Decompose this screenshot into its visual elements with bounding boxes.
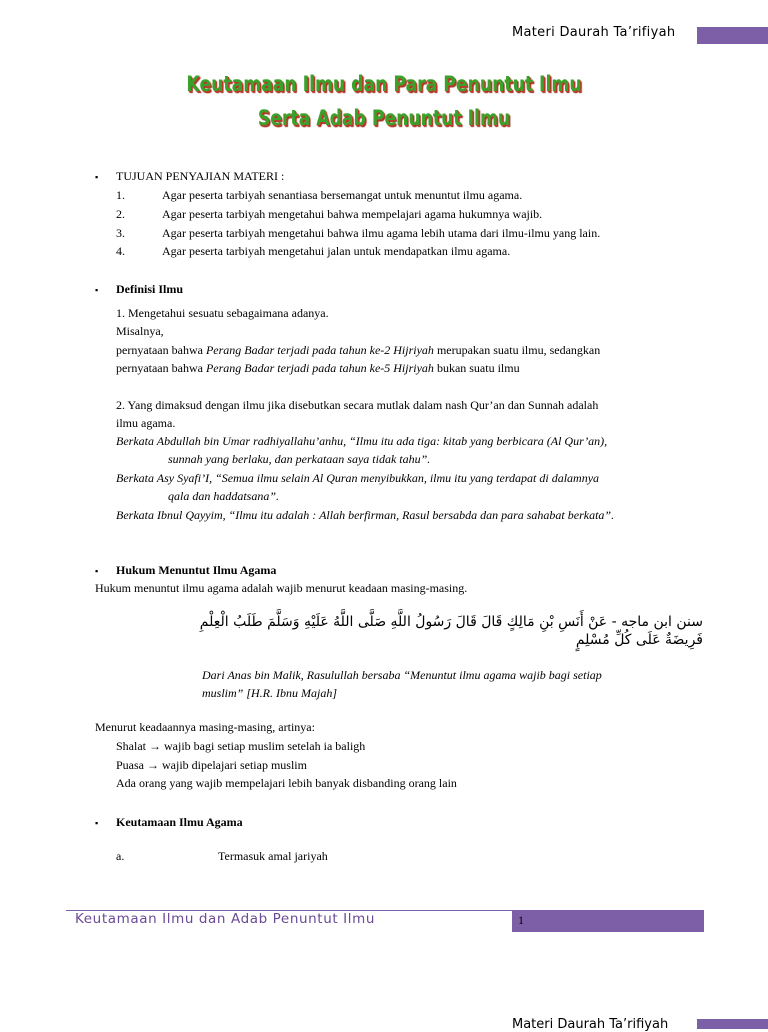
paragraph: 2. Yang dimaksud dengan ilmu jika disebutkan secara mutlak dalam nash Qur’an dan Sunnah adalah (116, 398, 599, 412)
text-run: Puasa (116, 758, 147, 772)
text-run: pernyataan bahwa (116, 343, 206, 357)
text-run: merupakan suatu ilmu, sedangkan (433, 343, 601, 357)
quote: qala dan haddatsana”. (168, 489, 280, 503)
list-item: Termasuk amal jariyah (218, 849, 328, 863)
section-heading-tujuan: TUJUAN PENYAJIAN MATERI : (116, 169, 285, 183)
list-item: Ada orang yang wajib mempelajari lebih banyak disbanding orang lain (116, 776, 457, 790)
text-run: Shalat (116, 739, 149, 753)
list-item (116, 737, 365, 755)
paragraph: Hukum menuntut ilmu agama adalah wajib menurut keadaan masing-masing. (95, 581, 468, 595)
quote: Berkata Abdullah bin Umar radhiyallahu’anhu, “Ilmu itu ada tiga: kitab yang berbicara (Al Qur’an), (116, 434, 608, 448)
paragraph: ilmu agama. (116, 416, 176, 430)
text-run: wajib bagi setiap muslim setelah ia baligh (161, 739, 366, 753)
next-page-header-text: Materi Daurah Ta’rifiyah (512, 1017, 669, 1032)
next-page-accent-bar (697, 1019, 768, 1029)
list-item: Agar peserta tarbiyah mengetahui bahwa mempelajari agama hukumnya wajib. (162, 207, 543, 221)
text-run: pernyataan bahwa (116, 361, 206, 375)
list-item: Agar peserta tarbiyah mengetahui bahwa ilmu agama lebih utama dari ilmu-ilmu yang lain. (162, 226, 601, 240)
arabic-hadith-line1: سنن ابن ماجه - عَنْ أَنَسِ بْنِ مَالِكٍ قَالَ قَالَ رَسُولُ اللَّهِ صَلَّى اللَّهُ عَلَيْهِ وَسَلَّمَ طَلَبُ الْعِلْمِ (199, 614, 703, 630)
text-run: bukan suatu ilmu (433, 361, 520, 375)
hadith-translation: Dari Anas bin Malik, Rasulullah bersaba “Menuntut ilmu agama wajib bagi setiap (202, 668, 602, 682)
paragraph (116, 359, 520, 377)
paragraph (116, 341, 600, 359)
paragraph: Menurut keadaannya masing-masing, artinya: (95, 720, 315, 734)
section-heading-definisi: Definisi Ilmu (116, 282, 184, 296)
list-label: a. (116, 849, 125, 863)
text-run-italic: Perang Badar terjadi pada tahun ke-2 Hijriyah (205, 343, 434, 357)
document-title-line1: Keutamaan Ilmu dan Para Penuntut Ilmu (186, 72, 582, 96)
page-header-text: Materi Daurah Ta’rifiyah (512, 25, 676, 40)
section-heading-keutamaan: Keutamaan Ilmu Agama (116, 815, 243, 829)
list-number: 1. (116, 188, 125, 202)
hadith-translation: muslim” [H.R. Ibnu Majah] (202, 686, 338, 700)
paragraph: 1. Mengetahui sesuatu sebagaimana adanya. (116, 306, 329, 320)
bullet-icon: ▪ (95, 818, 99, 828)
bullet-icon: ▪ (95, 172, 99, 182)
text-run-italic: Perang Badar terjadi pada tahun ke-5 Hijriyah (205, 361, 434, 375)
text-run: wajib dipelajari setiap muslim (159, 758, 307, 772)
quote: Berkata Ibnul Qayyim, “Ilmu itu adalah : Allah berfirman, Rasul bersabda dan para sahabat berkata”. (116, 508, 615, 522)
list-number: 4. (116, 244, 125, 258)
footer-page-box (512, 911, 704, 932)
bullet-icon: ▪ (95, 566, 99, 576)
quote: Berkata Asy Syafi’I, “Semua ilmu selain Al Quran menyibukkan, ilmu itu yang terdapat di dalamnya (116, 471, 600, 485)
paragraph: Misalnya, (116, 324, 164, 338)
arabic-hadith-line2: فَرِيضَةٌ عَلَى كُلِّ مُسْلِمٍ (575, 632, 703, 648)
document-title-line2: Serta Adab Penuntut Ilmu (257, 106, 511, 130)
footer-title: Keutamaan Ilmu dan Adab Penuntut Ilmu (75, 911, 375, 927)
quote: sunnah yang berlaku, dan perkataan saya tidak tahu”. (168, 452, 431, 466)
list-number: 3. (116, 226, 125, 240)
page-number: 1 (518, 913, 524, 927)
arrow-right-icon: → (147, 758, 159, 772)
bullet-icon: ▪ (95, 285, 99, 295)
list-item: Agar peserta tarbiyah senantiasa bersemangat untuk menuntut ilmu agama. (162, 188, 523, 202)
arrow-right-icon: → (149, 739, 161, 753)
header-accent-bar (697, 27, 768, 44)
list-number: 2. (116, 207, 125, 221)
list-item: Agar peserta tarbiyah mengetahui jalan untuk mendapatkan ilmu agama. (162, 244, 511, 258)
section-heading-hukum: Hukum Menuntut Ilmu Agama (116, 563, 277, 577)
list-item (116, 756, 307, 774)
